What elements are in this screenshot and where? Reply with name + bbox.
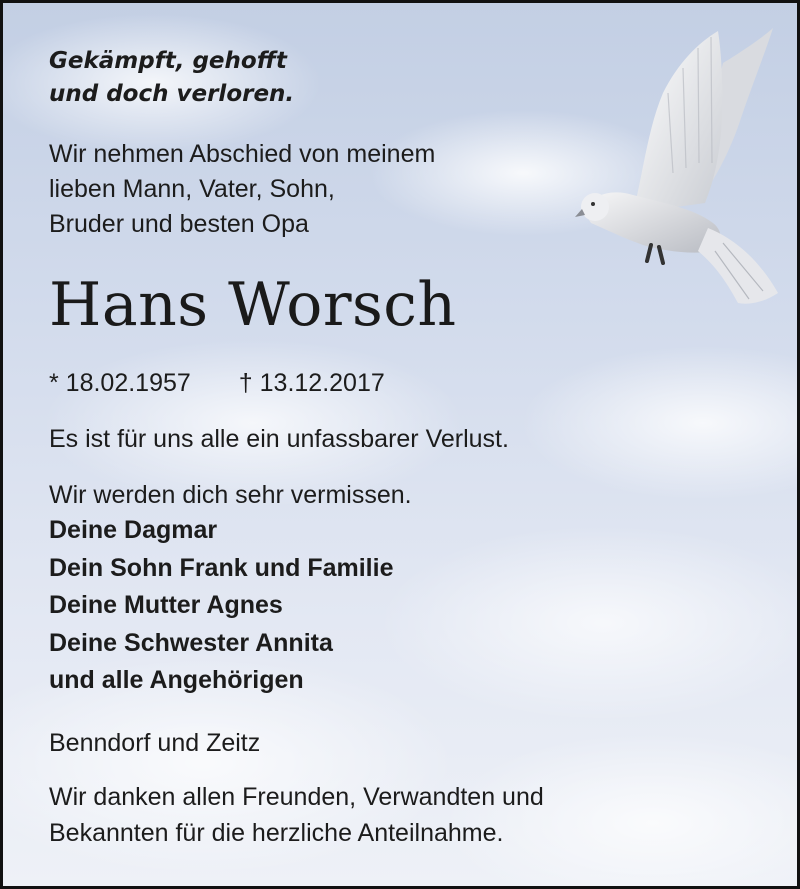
- miss-text: Wir werden dich sehr vermissen.: [49, 481, 412, 509]
- intro-line: Bruder und besten Opa: [49, 210, 309, 238]
- intro-line: lieben Mann, Vater, Sohn,: [49, 175, 335, 203]
- intro-line: Wir nehmen Abschied von meinem: [49, 140, 436, 168]
- mourner: Deine Schwester Annita: [49, 628, 333, 657]
- birth-date: * 18.02.1957: [49, 369, 191, 397]
- intro-text: [49, 137, 435, 242]
- mourner: und alle Angehörigen: [49, 666, 304, 694]
- mourner: Deine Mutter Agnes: [49, 591, 283, 619]
- loss-text: Es ist für uns alle ein unfassbarer Verlust.: [49, 425, 509, 453]
- thanks-line: Wir danken allen Freunden, Verwandten und: [49, 783, 544, 811]
- motto-line: Gekämpft, gehofft: [49, 48, 287, 74]
- mourner: Dein Sohn Frank und Familie: [49, 553, 394, 582]
- deceased-name: Hans Worsch: [49, 270, 457, 340]
- thanks-line: Bekannten für die herzliche Anteilnahme.: [49, 819, 504, 847]
- mourners-list: [49, 512, 393, 700]
- dove-icon: [573, 23, 783, 318]
- mourner: Deine Dagmar: [49, 516, 218, 544]
- death-date: † 13.12.2017: [238, 369, 385, 397]
- thanks-text: [49, 779, 544, 851]
- motto: [49, 45, 294, 111]
- motto-line: und doch verloren.: [49, 81, 295, 107]
- place-text: Benndorf und Zeitz: [49, 729, 261, 757]
- life-dates: [49, 365, 385, 401]
